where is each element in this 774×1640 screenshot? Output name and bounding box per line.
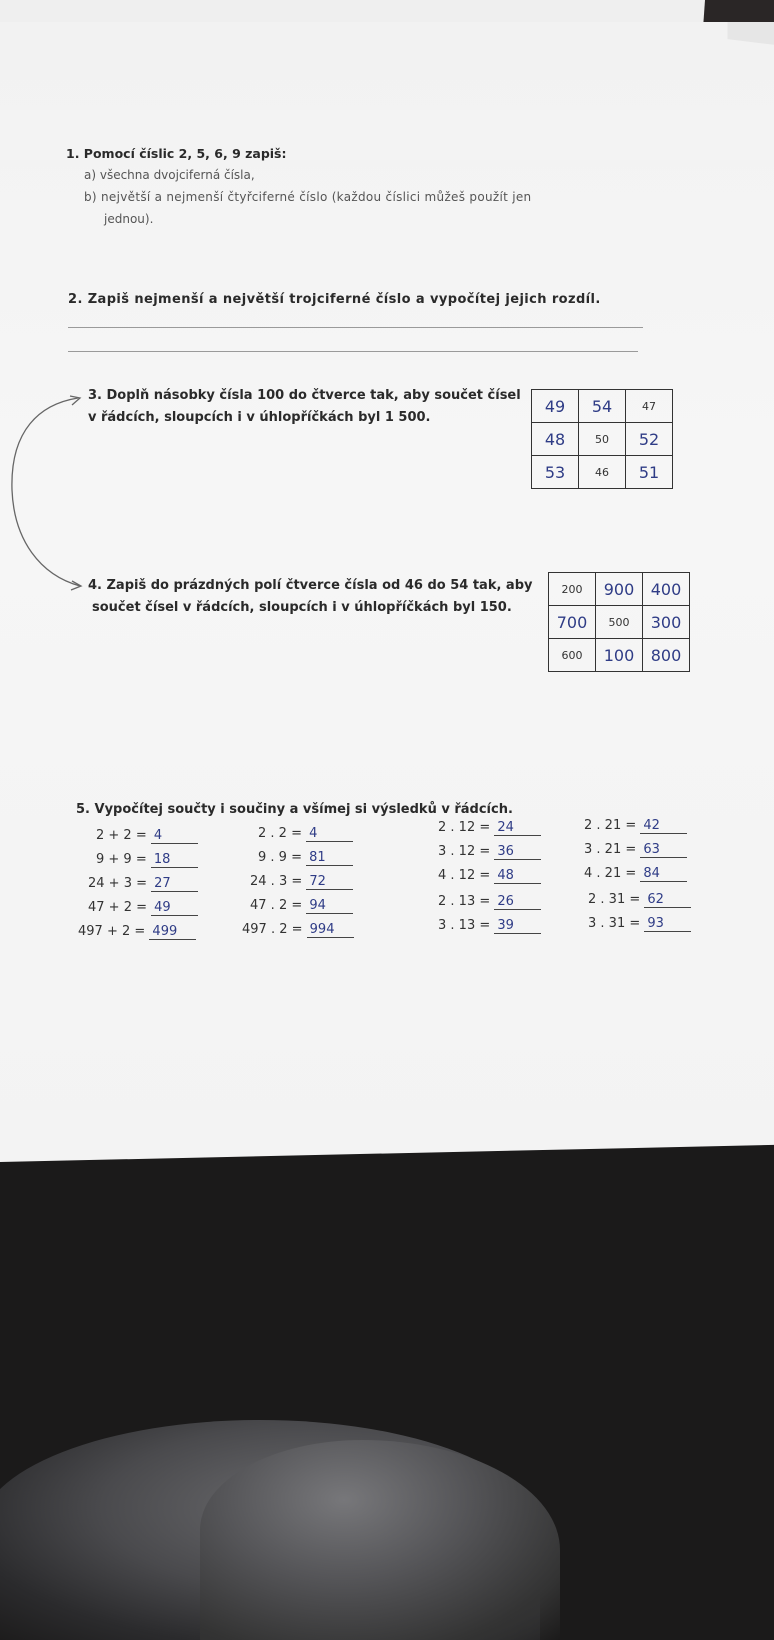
task5-eq: 2 + 2 = 4 — [96, 828, 198, 844]
task4-cell: 100 — [603, 645, 635, 665]
task5-eq: 9 . 9 = 81 — [258, 850, 353, 866]
task5-eq: 4 . 21 = 84 — [584, 866, 687, 882]
task5-eq: 47 . 2 = 94 — [250, 898, 353, 914]
task1-title: 1. Pomocí číslic 2, 5, 6, 9 zapiš: — [66, 146, 287, 161]
task1-b: b) největší a nejmenší čtyřciferné číslo (každou číslici můžeš použít jen — [84, 190, 532, 204]
task5-eq: 47 + 2 = 49 — [88, 900, 198, 916]
task3-cell: 52 — [638, 429, 660, 449]
task3-line1: 3. Doplň násobky čísla 100 do čtverce tak, aby součet čísel — [88, 388, 521, 403]
task5-answer[interactable]: 48 — [494, 869, 541, 884]
task5-answer[interactable]: 93 — [644, 917, 691, 932]
task5-eq: 497 . 2 = 994 — [242, 922, 354, 938]
task5-eq: 2 . 12 = 24 — [438, 820, 541, 836]
task5-answer[interactable]: 39 — [494, 919, 541, 934]
task5-answer[interactable]: 24 — [494, 821, 541, 836]
task3-cell: 50 — [595, 432, 609, 446]
task1-a: a) všechna dvojciferná čísla, — [84, 168, 255, 182]
task2-title: 2. Zapiš nejmenší a největší trojciferné číslo a vypočítej jejich rozdíl. — [68, 292, 601, 307]
task4-magic-square — [548, 572, 690, 672]
task4-line2: součet čísel v řádcích, sloupcích i v úhlopříčkách byl 150. — [92, 600, 512, 615]
task5-eq: 3 . 21 = 63 — [584, 842, 687, 858]
task5-answer[interactable]: 84 — [640, 867, 687, 882]
task5-eq: 4 . 12 = 48 — [438, 868, 541, 884]
task4-line1: 4. Zapiš do prázdných polí čtverce čísla od 46 do 54 tak, aby — [88, 578, 533, 593]
task5-title: 5. Vypočítej součty i součiny a všímej si výsledků v řádcích. — [76, 802, 513, 817]
task5-eq: 9 + 9 = 18 — [96, 852, 198, 868]
task3-cell: 47 — [642, 399, 656, 413]
task4-cell: 400 — [650, 579, 682, 599]
task5-answer[interactable]: 4 — [306, 827, 353, 842]
task5-answer[interactable]: 62 — [644, 893, 691, 908]
task3-cell: 46 — [595, 465, 609, 479]
task5-answer[interactable]: 27 — [151, 877, 198, 892]
task1-b-cont: jednou). — [104, 212, 154, 226]
task5-eq: 2 . 31 = 62 — [588, 892, 691, 908]
task4-cell: 700 — [556, 612, 588, 632]
task5-eq: 24 . 3 = 72 — [250, 874, 353, 890]
task5-answer[interactable]: 4 — [151, 829, 198, 844]
task3-line2: v řádcích, sloupcích i v úhlopříčkách byl 1 500. — [88, 410, 431, 425]
task5-eq: 497 + 2 = 499 — [78, 924, 196, 940]
task5-answer[interactable]: 42 — [640, 819, 687, 834]
task4-cell: 200 — [561, 582, 583, 596]
task5-answer[interactable]: 81 — [306, 851, 353, 866]
task3-cell: 53 — [544, 462, 566, 482]
task5-answer[interactable]: 72 — [306, 875, 353, 890]
task5-eq: 3 . 31 = 93 — [588, 916, 691, 932]
task4-cell: 600 — [561, 648, 583, 662]
task5-answer[interactable]: 18 — [151, 853, 198, 868]
task5-eq: 2 . 13 = 26 — [438, 894, 541, 910]
task3-cell: 48 — [544, 429, 566, 449]
task5-eq: 3 . 13 = 39 — [438, 918, 541, 934]
task5-eq: 2 . 2 = 4 — [258, 826, 353, 842]
task5-answer[interactable]: 63 — [640, 843, 687, 858]
task3-cell: 54 — [591, 396, 613, 416]
task4-cell: 800 — [650, 645, 682, 665]
task5-answer[interactable]: 36 — [494, 845, 541, 860]
task5-answer[interactable]: 49 — [151, 901, 198, 916]
task3-cell: 51 — [638, 462, 660, 482]
task3-magic-square — [531, 389, 673, 489]
task4-cell: 500 — [608, 615, 630, 629]
task5-answer[interactable]: 26 — [494, 895, 541, 910]
task5-answer[interactable]: 994 — [307, 923, 354, 938]
task5-eq: 24 + 3 = 27 — [88, 876, 198, 892]
task5-eq: 2 . 21 = 42 — [584, 818, 687, 834]
task4-cell: 900 — [603, 579, 635, 599]
task5-answer[interactable]: 499 — [149, 925, 196, 940]
task5-answer[interactable]: 94 — [306, 899, 353, 914]
task4-cell: 300 — [650, 612, 682, 632]
task3-cell: 49 — [544, 396, 566, 416]
task5-eq: 3 . 12 = 36 — [438, 844, 541, 860]
